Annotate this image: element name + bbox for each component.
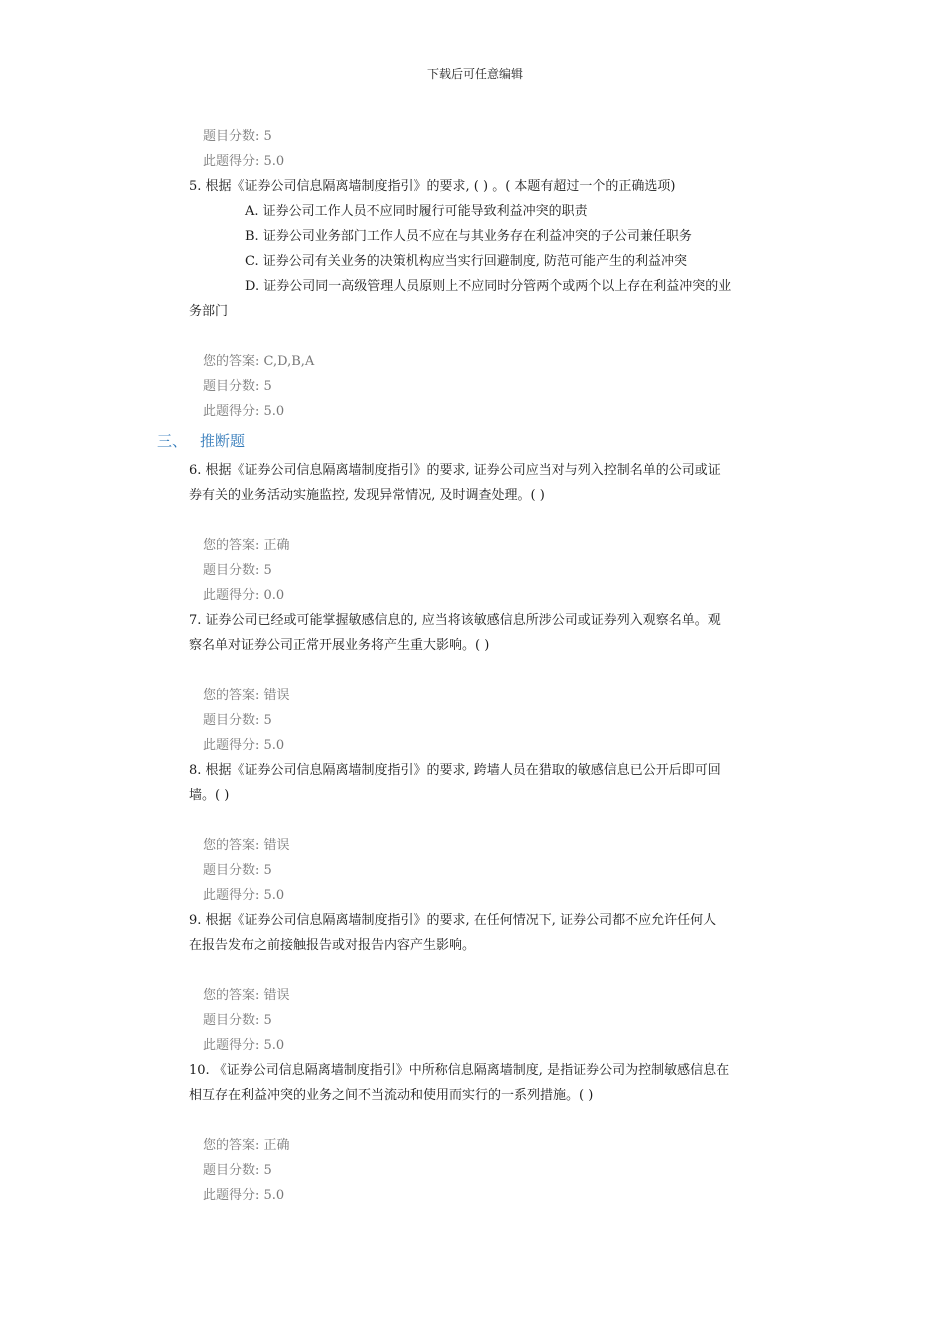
question-score: 题目分数: 5 [203, 713, 272, 728]
your-answer: 您的答案: C,D,B,A [203, 354, 315, 369]
question-got-score: 此题得分: 5.0 [203, 154, 285, 169]
your-answer: 您的答案: 错误 [203, 988, 290, 1003]
question-got-score: 此题得分: 5.0 [203, 1188, 285, 1203]
question-score: 题目分数: 5 [203, 563, 272, 578]
question-5 [0, 174, 950, 424]
option-d-continued: 务部门 [189, 304, 229, 319]
question-text: 6. 根据《证券公司信息隔离墙制度指引》的要求, 证券公司应当对与列入控制名单的公司或证 [189, 463, 721, 478]
question-text-continued: 墙。( ) [189, 788, 230, 803]
question-score: 题目分数: 5 [203, 1013, 272, 1028]
option-a: A. 证券公司工作人员不应同时履行可能导致利益冲突的职责 [245, 204, 588, 219]
question-got-score: 此题得分: 5.0 [203, 888, 285, 903]
question-9 [0, 908, 950, 1058]
quiz-content [0, 124, 950, 1208]
your-answer: 您的答案: 正确 [203, 538, 290, 553]
section-title: 推断题 [200, 432, 246, 450]
your-answer: 您的答案: 错误 [203, 688, 290, 703]
question-got-score: 此题得分: 5.0 [203, 404, 285, 419]
question-7 [0, 608, 950, 758]
question-text: 5. 根据《证券公司信息隔离墙制度指引》的要求, ( ) 。( 本题有超过一个的正确选项) [189, 179, 676, 194]
option-c: C. 证券公司有关业务的决策机构应当实行回避制度, 防范可能产生的利益冲突 [245, 254, 688, 269]
question-score: 题目分数: 5 [203, 129, 272, 144]
option-b: B. 证券公司业务部门工作人员不应在与其业务存在利益冲突的子公司兼任职务 [245, 229, 692, 244]
question-text: 8. 根据《证券公司信息隔离墙制度指引》的要求, 跨墙人员在猎取的敏感信息已公开后即可回 [189, 763, 721, 778]
option-d: D. 证券公司同一高级管理人员原则上不应同时分管两个或两个以上存在利益冲突的业 [245, 279, 732, 294]
page-header: 下载后可任意编辑 [426, 67, 523, 81]
question-text-continued: 券有关的业务活动实施监控, 发现异常情况, 及时调查处理。( ) [189, 488, 545, 503]
question-6 [0, 458, 950, 608]
question-text: 10. 《证券公司信息隔离墙制度指引》中所称信息隔离墙制度, 是指证券公司为控制敏感信息在 [189, 1063, 730, 1078]
question-got-score: 此题得分: 5.0 [203, 1038, 285, 1053]
question-got-score: 此题得分: 5.0 [203, 738, 285, 753]
question-text-continued: 在报告发布之前接触报告或对报告内容产生影响。 [189, 938, 476, 953]
question-text: 9. 根据《证券公司信息隔离墙制度指引》的要求, 在任何情况下, 证券公司都不应允许任何人 [189, 913, 717, 928]
question-text: 7. 证券公司已经或可能掌握敏感信息的, 应当将该敏感信息所涉公司或证券列入观察名单。观 [189, 613, 721, 628]
question-score: 题目分数: 5 [203, 379, 272, 394]
section-heading [0, 424, 950, 458]
question-got-score: 此题得分: 0.0 [203, 588, 285, 603]
question-text-continued: 相互存在利益冲突的业务之间不当流动和使用而实行的一系列措施。( ) [189, 1088, 594, 1103]
question-text-continued: 察名单对证券公司正常开展业务将产生重大影响。( ) [189, 638, 490, 653]
your-answer: 您的答案: 正确 [203, 1138, 290, 1153]
question-score: 题目分数: 5 [203, 863, 272, 878]
section-number: 三、 [157, 432, 188, 450]
question-10 [0, 1058, 950, 1208]
question-score: 题目分数: 5 [203, 1163, 272, 1178]
question-8 [0, 758, 950, 908]
your-answer: 您的答案: 错误 [203, 838, 290, 853]
